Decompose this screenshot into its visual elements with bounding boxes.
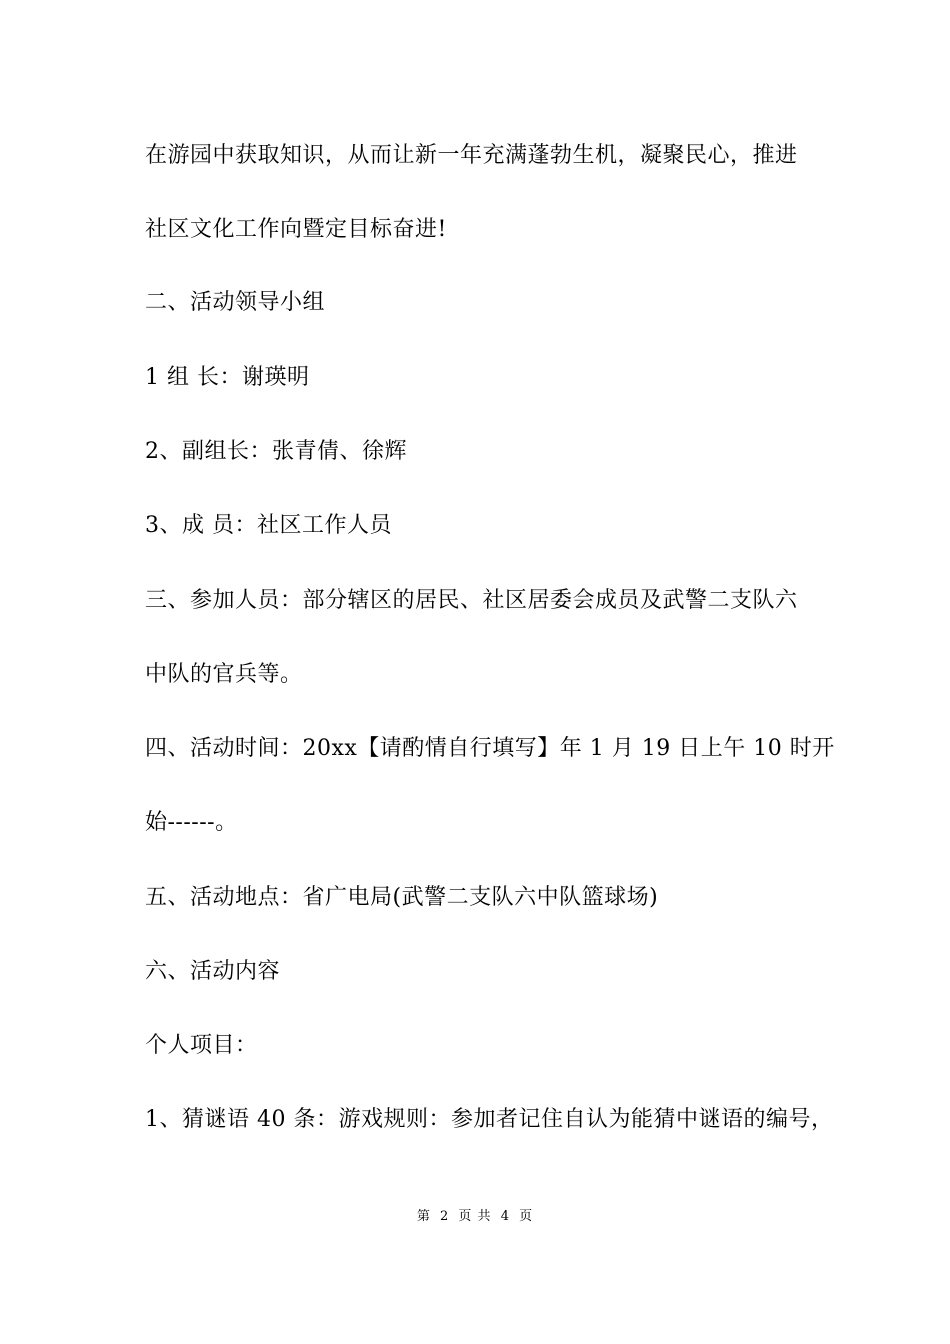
paragraph-line-2: 社区文化工作向暨定目标奋进!	[145, 217, 447, 242]
leader-item-1: 1 组 长：谢瑛明	[145, 365, 310, 390]
time-line-2: 始------。	[145, 810, 238, 835]
location-line: 五、活动地点：省广电局(武警二支队六中队篮球场)	[145, 885, 659, 910]
footer-suffix: 页	[519, 1209, 534, 1224]
time-line-1: 四、活动时间：20xx【请酌情自行填写】年 1 月 19 日上午 10 时开	[145, 736, 835, 761]
individual-items-heading: 个人项目：	[145, 1033, 258, 1058]
footer-middle: 页 共	[458, 1209, 492, 1224]
leader-item-3: 3、成 员：社区工作人员	[145, 513, 392, 538]
participants-line-2: 中队的官兵等。	[145, 662, 303, 687]
page-footer	[0, 1208, 950, 1226]
section-heading-content: 六、活动内容	[145, 959, 281, 984]
paragraph-line-1: 在游园中获取知识，从而让新一年充满蓬勃生机，凝聚民心，推进	[145, 143, 798, 168]
section-heading-leadership: 二、活动领导小组	[145, 290, 326, 315]
participants-line-1: 三、参加人员：部分辖区的居民、社区居委会成员及武警二支队六	[145, 588, 798, 613]
footer-prefix: 第	[416, 1209, 431, 1224]
footer-current-page: 2	[440, 1209, 450, 1224]
riddle-rule-line: 1、猜谜语 40 条：游戏规则：参加者记住自认为能猜中谜语的编号，	[145, 1107, 834, 1132]
footer-total-pages: 4	[500, 1209, 510, 1224]
leader-item-2: 2、副组长：张青倩、徐辉	[145, 439, 407, 464]
